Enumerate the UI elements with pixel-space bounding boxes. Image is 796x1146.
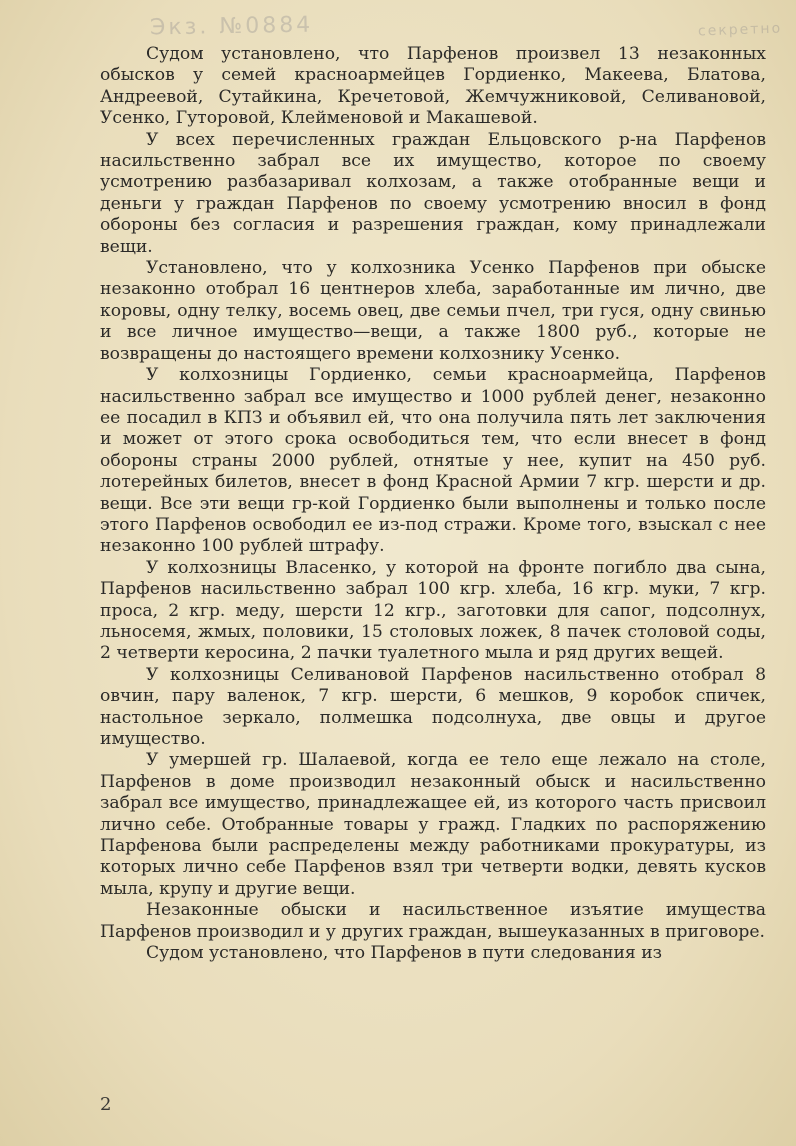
paragraph: У колхозницы Селивановой Парфенов насильственно отобрал 8 овчин, пару валенок, 7 кгр. шерсти, 6 мешков, 9 коробок спичек, настольное зеркало, полмешка подсолнуха, две овцы и другое имущество. xyxy=(100,664,766,749)
paragraph: У умершей гр. Шалаевой, когда ее тело еще лежало на столе, Парфенов в доме производил незаконный обыск и насильственно забрал все имущество, принадлежащее ей, из которого часть присвоил лично себе. Отобранные товары у гражд. Гладких по распоряжению Парфенова были распределены между работниками прокуратуры, из которых лично себе Парфенов взял три четверти водки, девять кусков мыла, крупу и другие вещи. xyxy=(100,750,766,899)
document-body xyxy=(100,44,766,964)
page-number: 2 xyxy=(100,1094,112,1115)
paragraph: Установлено, что у колхозника Усенко Парфенов при обыске незаконно отобрал 16 центнеров хлеба, заработанные им лично, две коровы, одну телку, восемь овец, две семьи пчел, три гуся, одну свинью и все личное имущество—вещи, а также 1800 руб., которые не возвращены до настоящего времени колхознику Усенко. xyxy=(100,258,766,364)
archive-stamp: Экз. №0884 xyxy=(149,12,314,41)
paragraph: У всех перечисленных граждан Ельцовского р-на Парфенов насильственно забрал все их имущество, которое по своему усмотрению разбазаривал колхозам, а также отобранные вещи и деньги у граждан Парфенов по своему усмотрению вносил в фонд обороны без согласия и разрешения граждан, кому принадлежали вещи. xyxy=(100,129,766,257)
secret-stamp: секретно xyxy=(697,20,783,40)
paragraph: У колхозницы Гордиенко, семьи красноармейца, Парфенов насильственно забрал все имущество и 1000 рублей денег, незаконно ее посадил в КПЗ и объявил ей, что она получила пять лет заключения и может от этого срока освободиться тем, что если внесет в фонд обороны страны 2000 рублей, отнятые у нее, купит на 450 руб. лотерейных билетов, внесет в фонд Красной Армии 7 кгр. шерсти и др. вещи. Все эти вещи гр-кой Гордиенко были выполнены и только после этого Парфенов освободил ее из-под стражи. Кроме того, взыскал с нее незаконно 100 рублей штрафу. xyxy=(100,365,766,557)
paragraph: Судом установлено, что Парфенов произвел 13 незаконных обысков у семей красноармейцев Гордиенко, Макеева, Блатова, Андреевой, Сутайкина, Кречетовой, Жемчужниковой, Селивановой, Усенко, Гуторовой, Клейменовой и Макашевой. xyxy=(100,44,766,129)
paragraph: Судом установлено, что Парфенов в пути следования из xyxy=(146,943,663,964)
paragraph: У колхозницы Власенко, у которой на фронте погибло два сына, Парфенов насильственно забрал 100 кгр. хлеба, 16 кгр. муки, 7 кгр. проса, 2 кгр. меду, шерсти 12 кгр., заготовки для сапог, подсолнух, льносемя, жмых, половики, 15 столовых ложек, 8 пачек столовой соды, 2 четверти керосина, 2 пачки туалетного мыла и ряд других вещей. xyxy=(100,557,766,664)
paragraph: Незаконные обыски и насильственное изъятие имущества Парфенов производил и у других граждан, вышеуказанных в приговоре. xyxy=(100,900,766,942)
